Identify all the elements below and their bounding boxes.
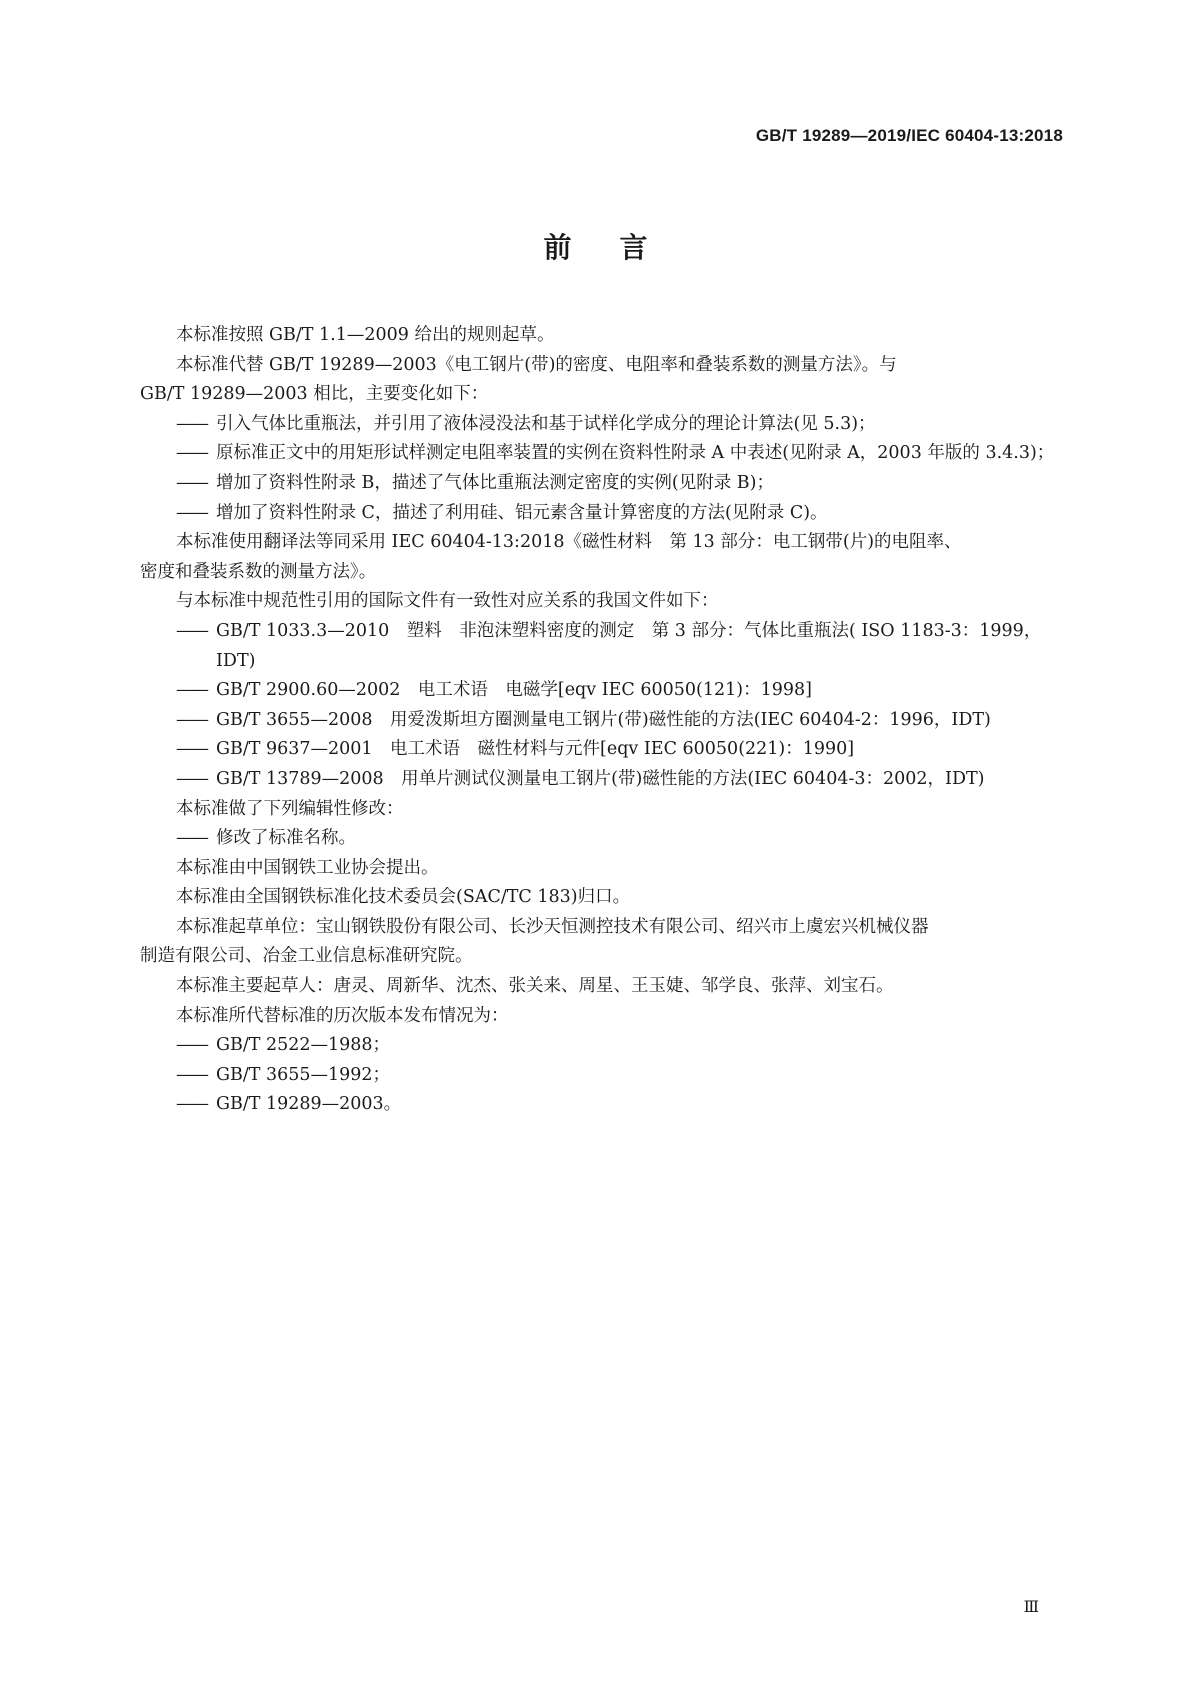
list-item — [176, 1061, 1061, 1091]
reference-item-1: GB/T 1033.3—2010 塑料 非泡沫塑料密度的测定 第 3 部分：气体比重瓶法( ISO 1183-3：1999，IDT) — [216, 620, 1042, 671]
list-item — [176, 676, 1061, 706]
paragraph-proposer: 本标准由中国钢铁工业协会提出。 — [176, 857, 439, 878]
paragraph-replaces-line1: 本标准代替 GB/T 19289—2003《电工钢片(带)的密度、电阻率和叠装系数的测量方法》。与 — [176, 354, 897, 375]
foreword-body — [140, 321, 1061, 1120]
page-title: 前言 — [543, 231, 696, 264]
list-item — [176, 1031, 1061, 1061]
history-item-3: GB/T 19289—2003。 — [216, 1094, 402, 1115]
list-item — [176, 469, 1061, 499]
dash-marker: —— — [176, 620, 207, 641]
paragraph-replaces-line2: GB/T 19289—2003 相比，主要变化如下： — [140, 384, 489, 405]
list-item — [176, 824, 1061, 854]
reference-item-3: GB/T 3655—2008 用爱泼斯坦方圈测量电工钢片(带)磁性能的方法(IEC 60404-2：1996，IDT) — [216, 709, 991, 730]
dash-marker: —— — [176, 768, 207, 789]
dash-marker: —— — [176, 1094, 207, 1115]
change-item-2: 原标准正文中的用矩形试样测定电阻率装置的实例在资料性附录 A 中表述(见附录 A，2003 年版的 3.4.3)； — [216, 443, 1055, 464]
list-item — [176, 499, 1061, 529]
list-item — [176, 1090, 1061, 1120]
reference-item-4: GB/T 9637—2001 电工术语 磁性材料与元件[eqv IEC 60050(221)：1990] — [216, 739, 855, 760]
paragraph-adoption-line2: 密度和叠装系数的测量方法》。 — [140, 561, 377, 582]
list-item — [176, 617, 1061, 676]
dash-marker: —— — [176, 739, 207, 760]
change-item-1: 引入气体比重瓶法，并引用了液体浸没法和基于试样化学成分的理论计算法(见 5.3)； — [216, 413, 876, 434]
list-item — [176, 439, 1061, 469]
dash-marker: —— — [176, 472, 207, 493]
page-number: Ⅲ — [1023, 1597, 1039, 1616]
editorial-item-1: 修改了标准名称。 — [216, 828, 356, 849]
paragraph-drafting-units-line2: 制造有限公司、冶金工业信息标准研究院。 — [140, 946, 473, 967]
list-item — [176, 706, 1061, 736]
reference-item-2: GB/T 2900.60—2002 电工术语 电磁学[eqv IEC 60050(121)：1998] — [216, 680, 812, 701]
history-item-2: GB/T 3655—1992； — [216, 1064, 391, 1085]
list-item — [176, 765, 1061, 795]
dash-marker: —— — [176, 1064, 207, 1085]
dash-marker: —— — [176, 443, 207, 464]
dash-marker: —— — [176, 502, 207, 523]
dash-marker: —— — [176, 413, 207, 434]
paragraph-adoption-line1: 本标准使用翻译法等同采用 IEC 60404-13:2018《磁性材料 第 13 部分：电工钢带(片)的电阻率、 — [176, 532, 962, 553]
list-item — [176, 735, 1061, 765]
paragraph-drafting-units-line1: 本标准起草单位：宝山钢铁股份有限公司、长沙天恒测控技术有限公司、绍兴市上虞宏兴机械仪器 — [176, 916, 929, 937]
history-item-1: GB/T 2522—1988； — [216, 1035, 391, 1056]
paragraph-drafting-rules: 本标准按照 GB/T 1.1—2009 给出的规则起草。 — [176, 325, 555, 345]
paragraph-technical-committee: 本标准由全国钢铁标准化技术委员会(SAC/TC 183)归口。 — [176, 887, 631, 908]
paragraph-references-intro: 与本标准中规范性引用的国际文件有一致性对应关系的我国文件如下： — [176, 591, 719, 612]
paragraph-editorial-intro: 本标准做了下列编辑性修改： — [176, 798, 404, 819]
standard-code-header: GB/T 19289—2019/IEC 60404-13:2018 — [755, 126, 1063, 145]
change-item-4: 增加了资料性附录 C，描述了利用硅、铝元素含量计算密度的方法(见附录 C)。 — [216, 502, 828, 523]
dash-marker: —— — [176, 1035, 207, 1056]
dash-marker: —— — [176, 709, 207, 730]
dash-marker: —— — [176, 828, 207, 849]
reference-item-5: GB/T 13789—2008 用单片测试仪测量电工钢片(带)磁性能的方法(IEC 60404-3：2002，IDT) — [216, 768, 985, 789]
list-item — [176, 410, 1061, 440]
paragraph-drafters: 本标准主要起草人：唐灵、周新华、沈杰、张关来、周星、王玉婕、邹学良、张萍、刘宝石。 — [176, 976, 894, 997]
change-item-3: 增加了资料性附录 B，描述了气体比重瓶法测定密度的实例(见附录 B)； — [216, 472, 774, 493]
dash-marker: —— — [176, 680, 207, 701]
paragraph-history-intro: 本标准所代替标准的历次版本发布情况为： — [176, 1005, 509, 1026]
